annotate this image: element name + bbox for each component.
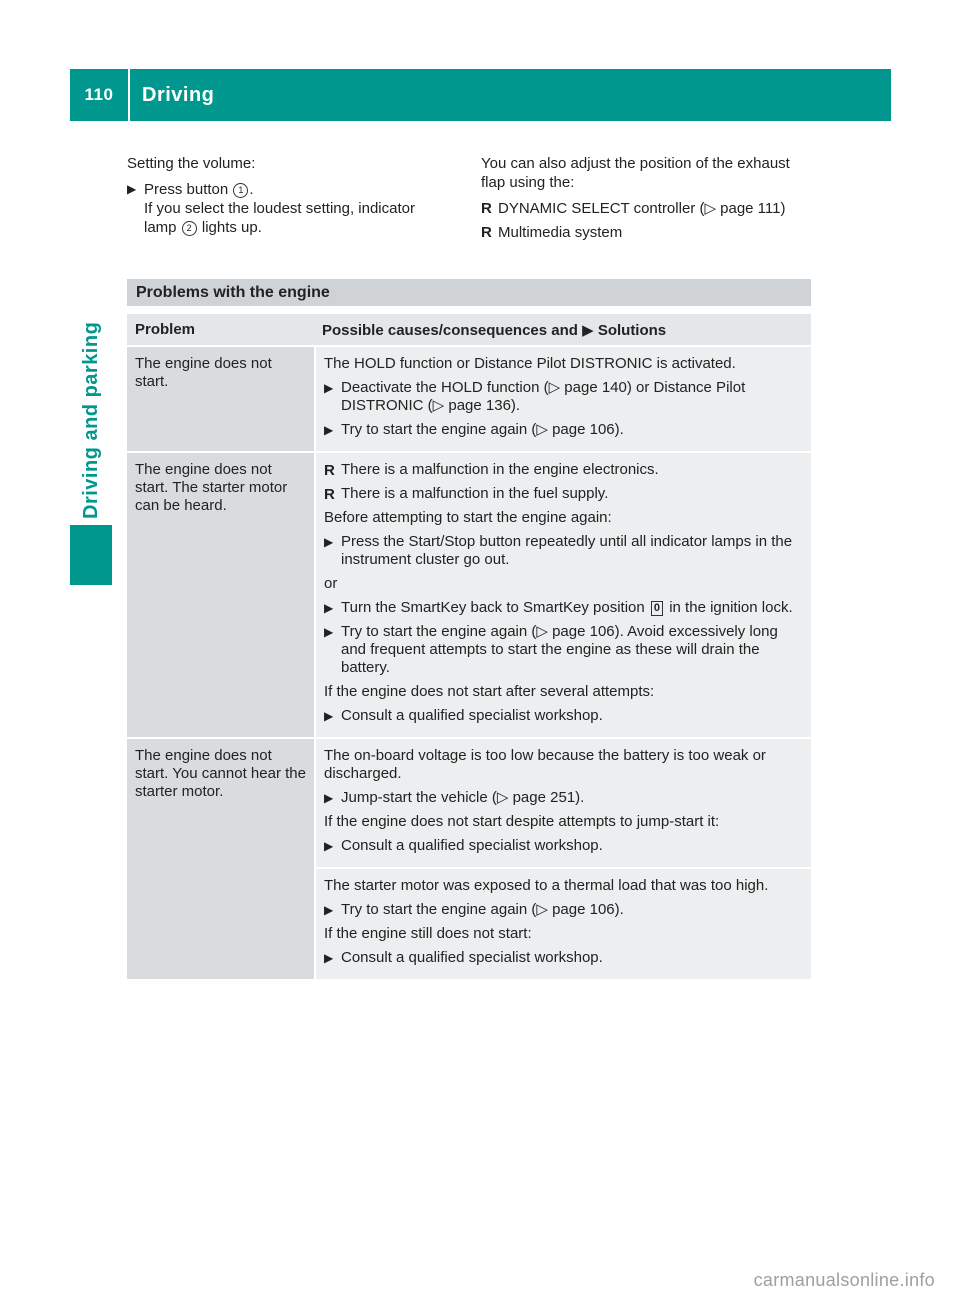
solution-step: ▶ Jump-start the vehicle (▷ page 251). <box>324 789 585 806</box>
instruction-text: If the engine still does not start: <box>324 925 532 942</box>
solution-step: ▶ Try to start the engine again (▷ page 106). Avoid excessively long and frequent attempts to start the engine as these will drain the battery. <box>324 623 778 676</box>
problem-cell: The engine does not start. You cannot hear the starter motor. <box>127 739 314 979</box>
chapter-title: Driving <box>142 83 215 106</box>
table-title: Problems with the engine <box>127 279 811 306</box>
cause-text: The on-board voltage is too low because the battery is too weak or discharged. <box>324 747 766 782</box>
step-arrow-icon: ▶ <box>324 951 334 965</box>
step-arrow-icon: ▶ <box>324 903 334 917</box>
key-position-icon: 0 <box>651 601 663 616</box>
right-column <box>481 154 811 247</box>
step-arrow-icon: ▶ <box>324 709 334 723</box>
callout-2-icon: 2 <box>182 221 197 236</box>
solution-step: ▶ Consult a qualified specialist workshop. <box>324 949 603 966</box>
list-item: R DYNAMIC SELECT controller (▷ page 111) <box>481 200 786 217</box>
exhaust-intro: You can also adjust the position of the exhaust flap using the: <box>481 155 790 191</box>
step-arrow-icon: ▶ <box>324 535 334 549</box>
instruction-text: If the engine does not start despite attempts to jump-start it: <box>324 813 720 830</box>
list-item: R There is a malfunction in the engine electronics. <box>324 461 659 479</box>
problem-cell: The engine does not start. <box>127 347 314 451</box>
instruction-text: If the engine does not start after several attempts: <box>324 683 655 700</box>
solution-cell <box>316 453 811 737</box>
or-text: or <box>324 575 338 592</box>
solution-step: ▶ Consult a qualified specialist workshop. <box>324 707 603 724</box>
table-row <box>127 347 811 451</box>
table-row <box>127 453 811 737</box>
volume-intro: Setting the volume: <box>127 155 256 172</box>
bullet-icon: R <box>324 486 335 503</box>
list-item: R Multimedia system <box>481 224 623 241</box>
bullet-icon: R <box>481 224 492 241</box>
solution-step: ▶ Turn the SmartKey back to SmartKey position 0 in the ignition lock. <box>324 599 793 616</box>
list-item: R There is a malfunction in the fuel supply. <box>324 485 609 503</box>
volume-step: ▶ Press button 1 . If you select the loudest setting, indicator lamp 2 lights up. <box>127 181 415 236</box>
cause-text: The HOLD function or Distance Pilot DISTRONIC is activated. <box>324 355 736 372</box>
side-tab-marker <box>70 525 112 585</box>
solution-step: ▶ Consult a qualified specialist workshop. <box>324 837 603 854</box>
page-header <box>70 69 891 121</box>
watermark: carmanualsonline.info <box>753 1270 935 1290</box>
bullet-icon: R <box>481 200 492 217</box>
side-tab <box>70 122 112 585</box>
step-arrow-icon: ▶ <box>127 182 137 196</box>
column-header-problem: Problem <box>135 321 196 338</box>
step-arrow-icon: ▶ <box>324 423 334 437</box>
callout-1-icon: 1 <box>233 183 248 198</box>
page-number: 110 <box>84 85 114 104</box>
solution-block <box>316 347 811 451</box>
left-column <box>127 154 447 244</box>
section-label: Driving and parking <box>79 321 102 519</box>
instruction-text: Before attempting to start the engine again: <box>324 509 612 526</box>
problem-cell: The engine does not start. The starter motor can be heard. <box>127 453 314 737</box>
solution-block <box>316 869 811 979</box>
solution-step: ▶ Try to start the engine again (▷ page 106). <box>324 901 624 918</box>
cause-text: The starter motor was exposed to a thermal load that was too high. <box>324 877 769 894</box>
step-arrow-icon: ▶ <box>324 601 334 615</box>
solution-cell <box>316 347 811 451</box>
engine-problems-table <box>127 279 811 979</box>
column-header-solutions: Possible causes/consequences and ▶ Solutions <box>322 322 667 339</box>
step-arrow-icon: ▶ <box>324 381 334 395</box>
step-arrow-icon: ▶ <box>324 839 334 853</box>
bullet-icon: R <box>324 462 335 479</box>
step-arrow-icon: ▶ <box>324 625 334 639</box>
solution-block <box>316 453 811 737</box>
solution-step: ▶ Press the Start/Stop button repeatedly until all indicator lamps in the instrument cluster go out. <box>324 533 793 568</box>
solution-cell <box>316 739 811 979</box>
table-header <box>127 314 811 345</box>
step-arrow-icon: ▶ <box>324 791 334 805</box>
table-row <box>127 739 811 979</box>
solution-step: ▶ Try to start the engine again (▷ page 106). <box>324 421 624 438</box>
solution-block <box>316 739 811 867</box>
solution-step: ▶ Deactivate the HOLD function (▷ page 140) or Distance Pilot DISTRONIC (▷ page 136). <box>324 379 746 414</box>
